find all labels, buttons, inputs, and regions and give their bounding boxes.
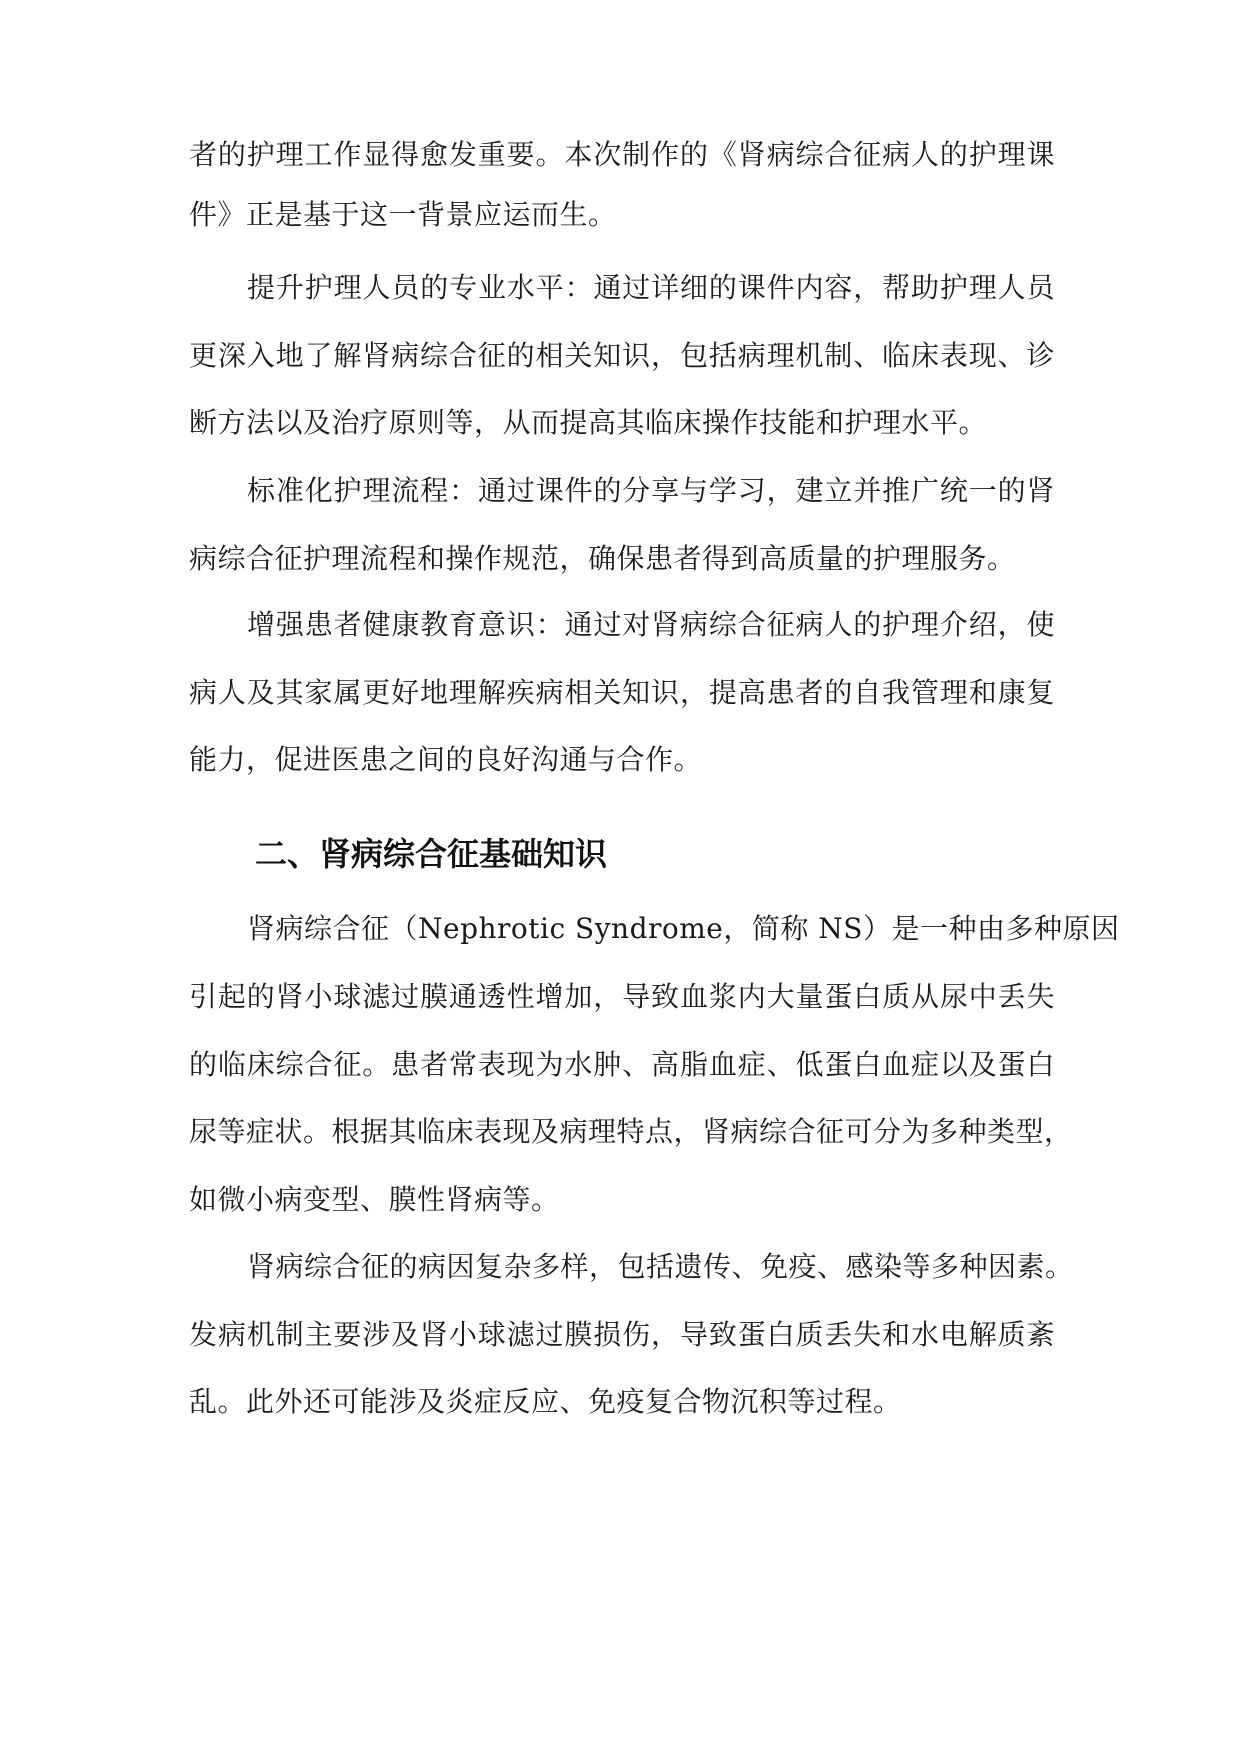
paragraph-line: 发病机制主要涉及肾小球滤过膜损伤，导致蛋白质丢失和水电解质紊 [189, 1318, 1055, 1351]
paragraph-line: 能力，促进医患之间的良好沟通与合作。 [189, 743, 703, 776]
paragraph-line: 提升护理人员的专业水平：通过详细的课件内容，帮助护理人员 [247, 271, 1055, 304]
paragraph-line: 增强患者健康教育意识：通过对肾病综合征病人的护理介绍，使 [247, 608, 1055, 641]
section-heading: 二、肾病综合征基础知识 [255, 835, 608, 873]
paragraph-line: 肾病综合征（Nephrotic Syndrome，简称 NS）是一种由多种原因 [247, 912, 1120, 945]
paragraph-line: 引起的肾小球滤过膜通透性增加，导致血浆内大量蛋白质从尿中丢失 [189, 980, 1055, 1013]
paragraph-line: 乱。此外还可能涉及炎症反应、免疫复合物沉积等过程。 [189, 1385, 902, 1418]
paragraph-line: 者的护理工作显得愈发重要。本次制作的《肾病综合征病人的护理课 [189, 138, 1055, 171]
paragraph-line: 病综合征护理流程和操作规范，确保患者得到高质量的护理服务。 [189, 542, 1016, 575]
paragraph-line: 的临床综合征。患者常表现为水肿、高脂血症、低蛋白血症以及蛋白 [189, 1048, 1055, 1081]
paragraph-line: 更深入地了解肾病综合征的相关知识，包括病理机制、临床表现、诊 [189, 339, 1055, 372]
paragraph-line: 标准化护理流程：通过课件的分享与学习，建立并推广统一的肾 [247, 474, 1055, 507]
paragraph-line: 如微小病变型、膜性肾病等。 [189, 1183, 560, 1216]
paragraph-line: 件》正是基于这一背景应运而生。 [189, 198, 617, 231]
paragraph-line: 病人及其家属更好地理解疾病相关知识，提高患者的自我管理和康复 [189, 676, 1055, 709]
paragraph-line: 肾病综合征的病因复杂多样，包括遗传、免疫、感染等多种因素。 [247, 1250, 1074, 1283]
paragraph-line: 断方法以及治疗原则等，从而提高其临床操作技能和护理水平。 [189, 406, 988, 439]
paragraph-line: 尿等症状。根据其临床表现及病理特点，肾病综合征可分为多种类型， [189, 1115, 1073, 1148]
